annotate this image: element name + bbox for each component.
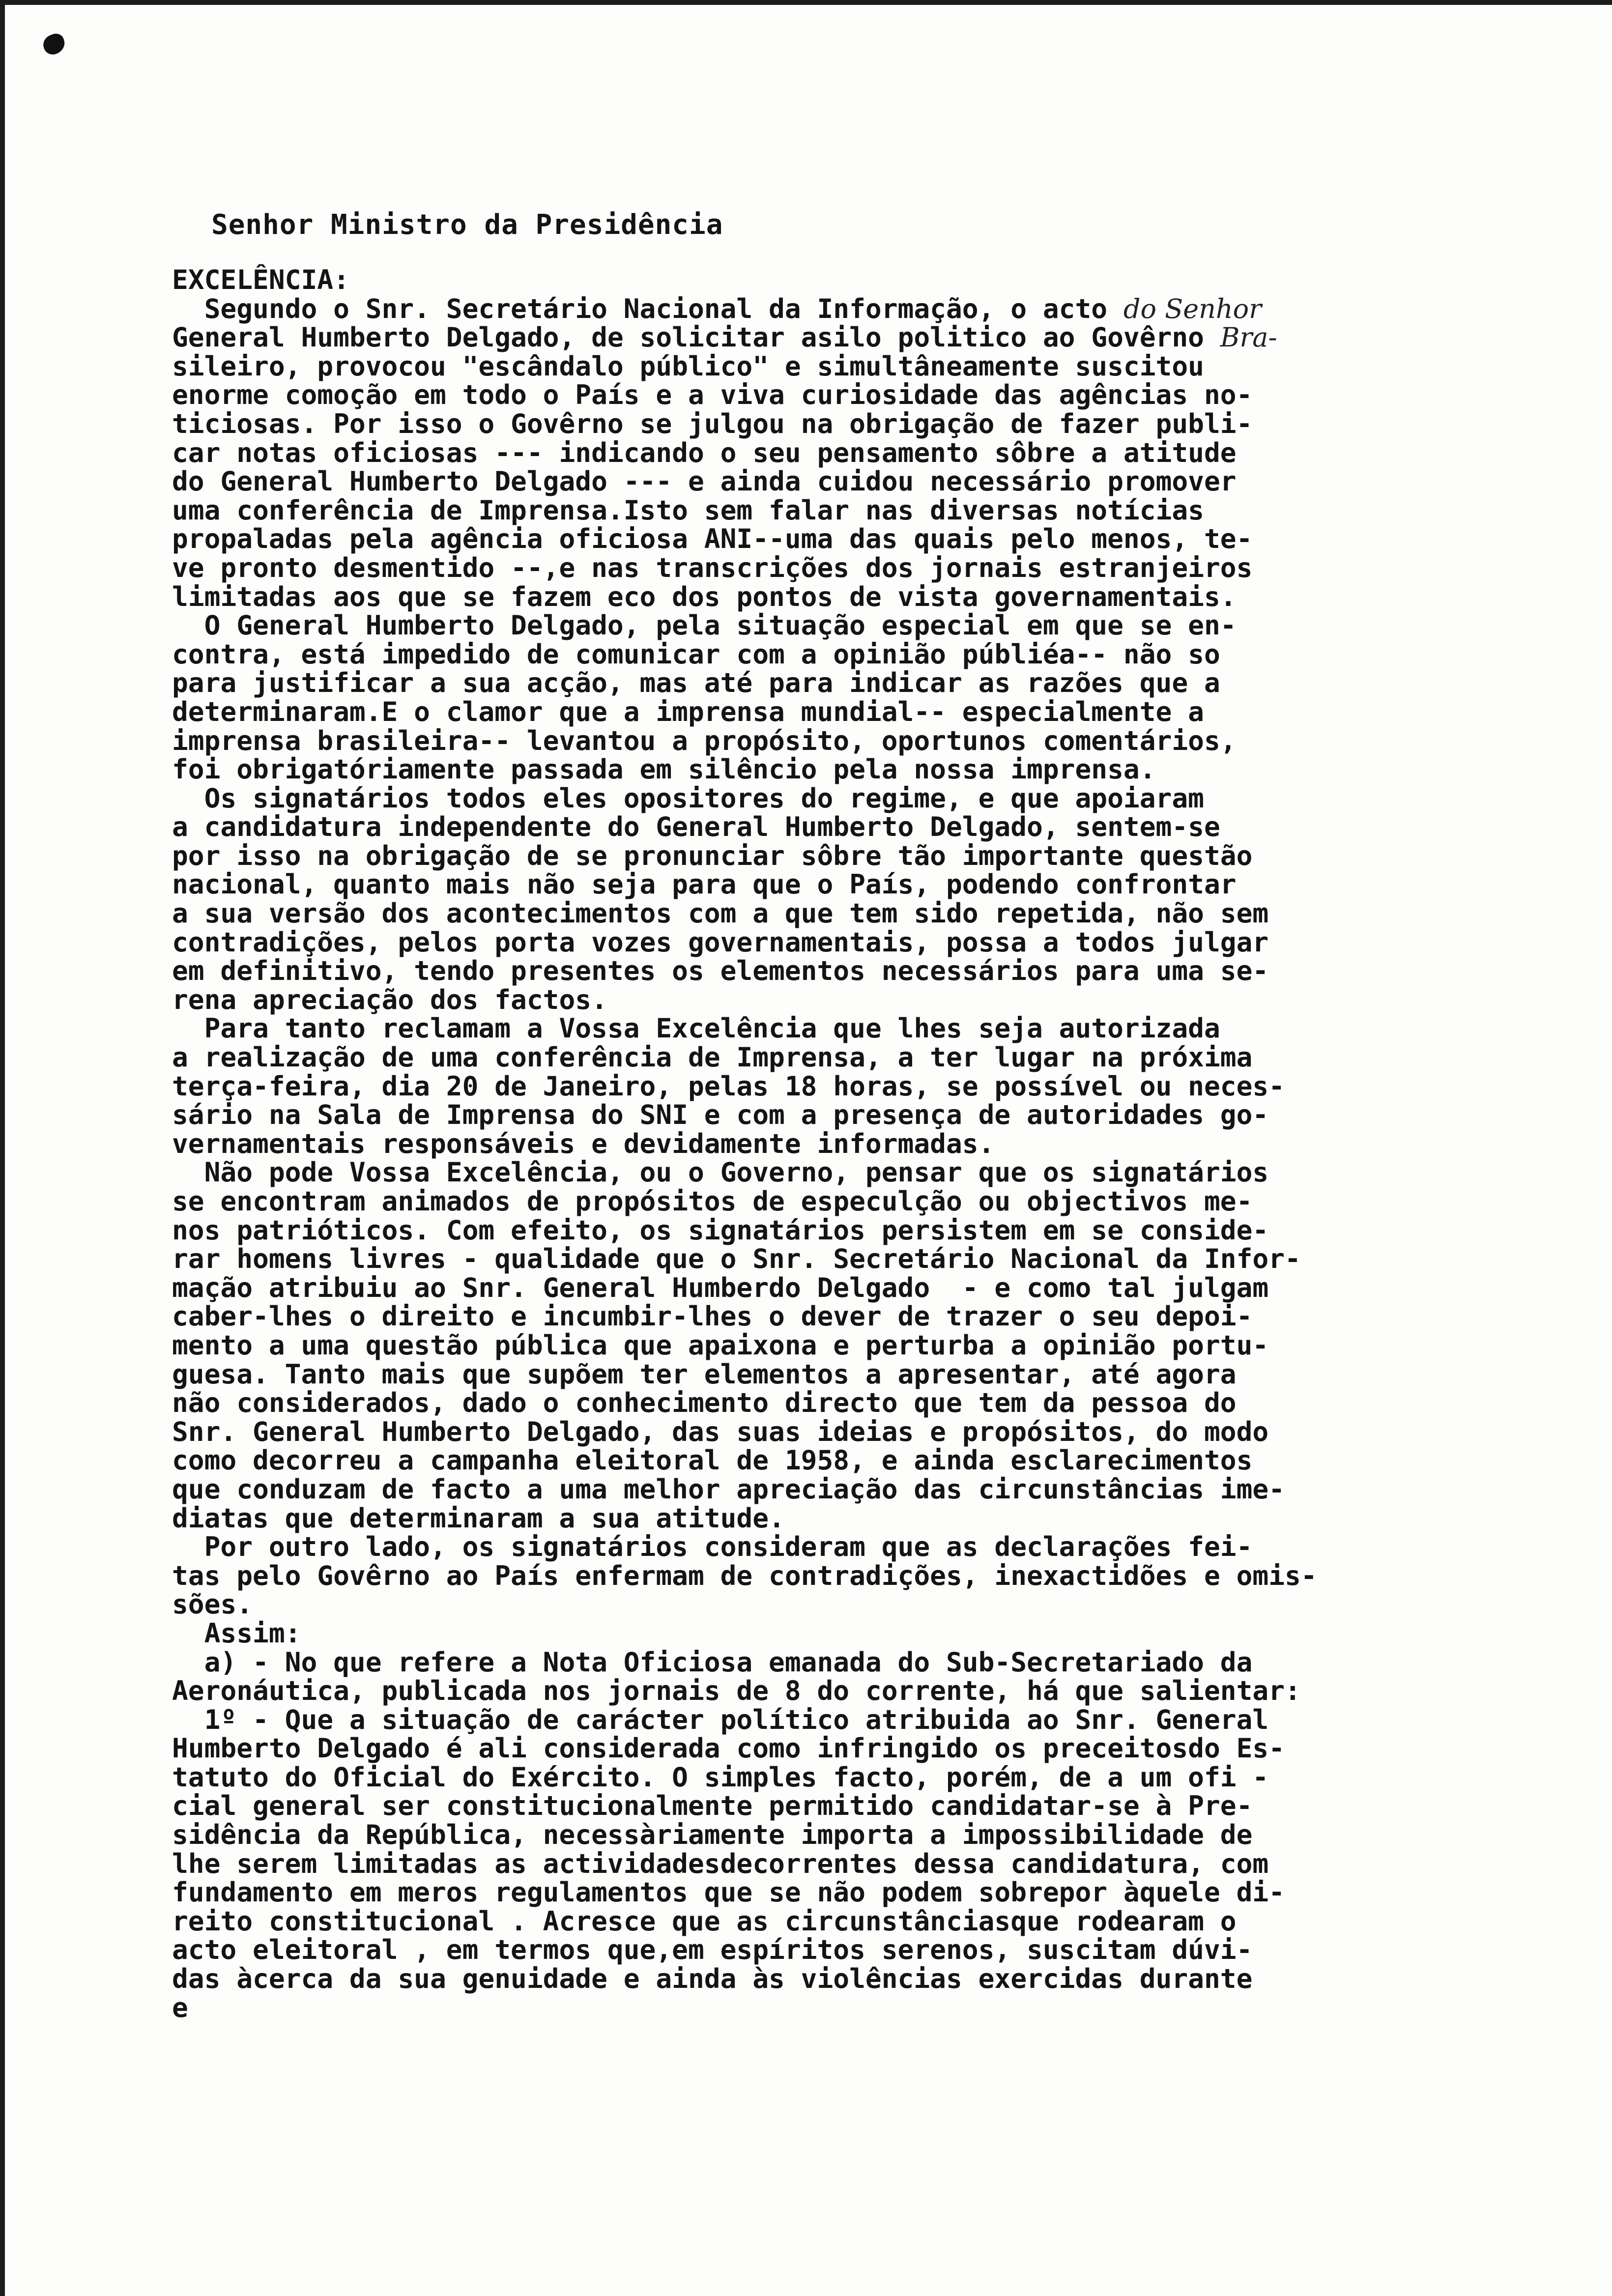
letter-body <box>172 265 1597 2022</box>
text-line <box>172 928 1597 957</box>
text-line <box>172 1014 1597 1043</box>
typed-text: Os signatários todos eles opositores do regime, e que apoiaram <box>172 782 1204 814</box>
text-line <box>172 1475 1597 1504</box>
text-line <box>172 726 1597 755</box>
typed-text: a) - No que refere a Nota Oficiosa emanada do Sub-Secretariado da <box>172 1646 1253 1678</box>
text-line <box>172 1129 1597 1158</box>
text-line <box>172 1100 1597 1129</box>
text-line <box>172 1504 1597 1533</box>
typed-text: limitadas aos que se fazem eco dos pontos de vista governamentais. <box>172 580 1237 612</box>
text-line <box>172 1878 1597 1907</box>
text-line <box>172 1360 1597 1389</box>
typed-text: contra, está impedido de comunicar com a opinião públiéa-- não so <box>172 638 1220 670</box>
typed-text: sões. <box>172 1588 253 1620</box>
typed-text: uma conferência de Imprensa.Isto sem falar nas diversas notícias <box>172 494 1204 526</box>
text-line <box>172 755 1597 784</box>
typed-text: que conduzam de facto a uma melhor apreciação das circunstâncias ime- <box>172 1473 1285 1505</box>
typed-text: propaladas pela agência oficiosa ANI--uma das quais pelo menos, te- <box>172 523 1253 555</box>
typed-text: guesa. Tanto mais que supõem ter elementos a apresentar, até agora <box>172 1358 1237 1390</box>
typed-text: enorme comoção em todo o País e a viva curiosidade das agências no- <box>172 379 1253 411</box>
text-line <box>172 1273 1597 1302</box>
typed-text: não considerados, dado o conhecimento directo que tem da pessoa do <box>172 1387 1237 1419</box>
text-line <box>172 1935 1597 1964</box>
text-line <box>172 1561 1597 1590</box>
typed-text: rar homens livres - qualidade que o Snr. Secretário Nacional da Infor- <box>172 1243 1301 1275</box>
text-line <box>172 1993 1597 2022</box>
text-line <box>172 1043 1597 1072</box>
text-line <box>172 985 1597 1014</box>
handwritten-annotation: do Senhor <box>1123 293 1262 324</box>
typed-text: diatas que determinaram a sua atitude. <box>172 1502 785 1534</box>
typed-text: Assim: <box>172 1617 301 1649</box>
typed-text: nacional, quanto mais não seja para que o País, podendo confrontar <box>172 868 1237 900</box>
text-line <box>172 1244 1597 1273</box>
text-line <box>172 352 1597 381</box>
typed-text: tatuto do Oficial do Exército. O simples facto, porém, de a um ofi - <box>172 1761 1269 1793</box>
text-line <box>172 1187 1597 1216</box>
text-line <box>172 265 1597 294</box>
text-line <box>172 1705 1597 1734</box>
typed-text: O General Humberto Delgado, pela situação especial em que se en- <box>172 609 1237 641</box>
scan-edge-top <box>0 0 1612 5</box>
text-line <box>172 812 1597 841</box>
typed-text: do General Humberto Delgado --- e ainda cuidou necessário promover <box>172 465 1237 497</box>
typed-text: ve pronto desmentido --,e nas transcrições dos jornais estranjeiros <box>172 551 1253 583</box>
typed-text: rena apreciação dos factos. <box>172 983 607 1015</box>
typed-text: 1º - Que a situação de carácter político atribuida ao Snr. General <box>172 1703 1269 1735</box>
typed-text: por isso na obrigação de se pronunciar sôbre tão importante questão <box>172 839 1253 871</box>
typed-text: sidência da República, necessàriamente importa a impossibilidade de <box>172 1819 1253 1851</box>
typed-text: das àcerca da sua genuidade e ainda às violências exercidas durante <box>172 1963 1253 1995</box>
text-line <box>172 1734 1597 1763</box>
text-line <box>172 1446 1597 1475</box>
text-line <box>172 1763 1597 1792</box>
text-line <box>172 1158 1597 1187</box>
text-line <box>172 1216 1597 1245</box>
text-line <box>172 1820 1597 1849</box>
text-line <box>172 668 1597 697</box>
typed-text: como decorreu a campanha eleitoral de 1958, e ainda esclarecimentos <box>172 1444 1253 1476</box>
typed-text: nos patrióticos. Com efeito, os signatários persistem em se conside- <box>172 1214 1269 1246</box>
typed-text: contradições, pelos porta vozes governamentais, possa a todos julgar <box>172 926 1269 958</box>
text-line <box>172 1791 1597 1820</box>
text-line <box>172 1676 1597 1705</box>
text-line <box>172 582 1597 611</box>
typed-text: mação atribuiu ao Snr. General Humberdo Delgado - e como tal julgam <box>172 1271 1269 1303</box>
typed-text: vernamentais responsáveis e devidamente informadas. <box>172 1127 995 1159</box>
typed-text: para justificar a sua acção, mas até para indicar as razões que a <box>172 667 1220 699</box>
typed-text: foi obrigatóriamente passada em silêncio pela nossa imprensa. <box>172 753 1156 785</box>
binding-hole-mark <box>40 31 67 57</box>
text-line <box>172 1532 1597 1561</box>
typed-text: acto eleitoral , em termos que,em espíritos serenos, suscitam dúvi- <box>172 1934 1253 1966</box>
text-line <box>172 438 1597 467</box>
text-line <box>172 697 1597 726</box>
text-line <box>172 1417 1597 1446</box>
text-line <box>172 409 1597 438</box>
text-line <box>172 841 1597 870</box>
typed-text: a realização de uma conferência de Imprensa, a ter lugar na próxima <box>172 1041 1253 1073</box>
typed-text: General Humberto Delgado, de solicitar asilo politico ao Govêrno <box>172 321 1220 353</box>
typed-text: sário na Sala de Imprensa do SNI e com a presença de autoridades go- <box>172 1099 1269 1131</box>
text-line <box>172 323 1597 352</box>
typed-text: sileiro, provocou "escândalo público" e simultâneamente suscitou <box>172 350 1204 382</box>
text-line <box>172 1849 1597 1878</box>
typed-text: Para tanto reclamam a Vossa Excelência que lhes seja autorizada <box>172 1012 1220 1044</box>
text-line <box>172 553 1597 582</box>
text-line <box>172 1302 1597 1331</box>
text-line <box>172 870 1597 899</box>
typed-text: determinaram.E o clamor que a imprensa mundial-- especialmente a <box>172 695 1204 727</box>
typed-text: ticiosas. Por isso o Govêrno se julgou na obrigação de fazer publi- <box>172 407 1253 439</box>
typed-text: se encontram animados de propósitos de especulção ou objectivos me- <box>172 1185 1253 1217</box>
typed-text: fundamento em meros regulamentos que se não podem sobrepor àquele di- <box>172 1876 1285 1908</box>
typed-text: Aeronáutica, publicada nos jornais de 8 do corrente, há que salientar: <box>172 1675 1301 1707</box>
typed-text: cial general ser constitucionalmente permitido candidatar-se à Pre- <box>172 1790 1253 1822</box>
text-line <box>172 1388 1597 1417</box>
typed-text: caber-lhes o direito e incumbir-lhes o dever de trazer o seu depoi- <box>172 1300 1253 1332</box>
typed-text: e <box>172 1991 188 2023</box>
text-line <box>172 467 1597 496</box>
typed-text: car notas oficiosas --- indicando o seu pensamento sôbre a atitude <box>172 436 1237 468</box>
scan-edge-left <box>0 0 5 2296</box>
typed-text: Por outro lado, os signatários consideram que as declarações fei- <box>172 1531 1253 1563</box>
typed-text: tas pelo Govêrno ao País enfermam de contradições, inexactidões e omis- <box>172 1559 1317 1591</box>
text-line <box>172 611 1597 640</box>
text-line <box>172 1648 1597 1677</box>
letter-salutation: Senhor Ministro da Presidência <box>211 209 723 241</box>
typed-text: lhe serem limitadas as actividadesdecorrentes dessa candidatura, com <box>172 1847 1269 1879</box>
typed-text: imprensa brasileira-- levantou a propósito, oportunos comentários, <box>172 724 1237 756</box>
handwritten-annotation: Bra- <box>1220 322 1277 353</box>
text-line <box>172 1964 1597 1993</box>
typed-text: terça-feira, dia 20 de Janeiro, pelas 18 horas, se possível ou neces- <box>172 1070 1285 1102</box>
typed-text: Snr. General Humberto Delgado, das suas ideias e propósitos, do modo <box>172 1415 1269 1447</box>
typed-text: Segundo o Snr. Secretário Nacional da Informação, o acto <box>172 292 1123 324</box>
text-line <box>172 496 1597 525</box>
typed-text: a candidatura independente do General Humberto Delgado, sentem-se <box>172 811 1220 843</box>
text-line <box>172 1590 1597 1619</box>
typed-text: Humberto Delgado é ali considerada como infringido os preceitosdo Es- <box>172 1732 1285 1764</box>
text-line <box>172 899 1597 928</box>
typed-text: mento a uma questão pública que apaixona e perturba a opinião portu- <box>172 1329 1269 1361</box>
typed-text: Não pode Vossa Excelência, ou o Governo, pensar que os signatários <box>172 1156 1269 1188</box>
typed-text: reito constitucional . Acresce que as circunstânciasque rodearam o <box>172 1905 1237 1937</box>
text-line <box>172 956 1597 985</box>
text-line <box>172 294 1597 323</box>
text-line <box>172 1072 1597 1101</box>
typed-text: EXCELÊNCIA: <box>172 264 349 295</box>
text-line <box>172 1619 1597 1648</box>
typed-text: a sua versão dos acontecimentos com a que tem sido repetida, não sem <box>172 897 1269 929</box>
text-line <box>172 784 1597 813</box>
text-line <box>172 1907 1597 1936</box>
text-line <box>172 640 1597 669</box>
typed-text: em definitivo, tendo presentes os elementos necessários para uma se- <box>172 955 1269 987</box>
text-line <box>172 380 1597 409</box>
text-line <box>172 524 1597 553</box>
text-line <box>172 1331 1597 1360</box>
